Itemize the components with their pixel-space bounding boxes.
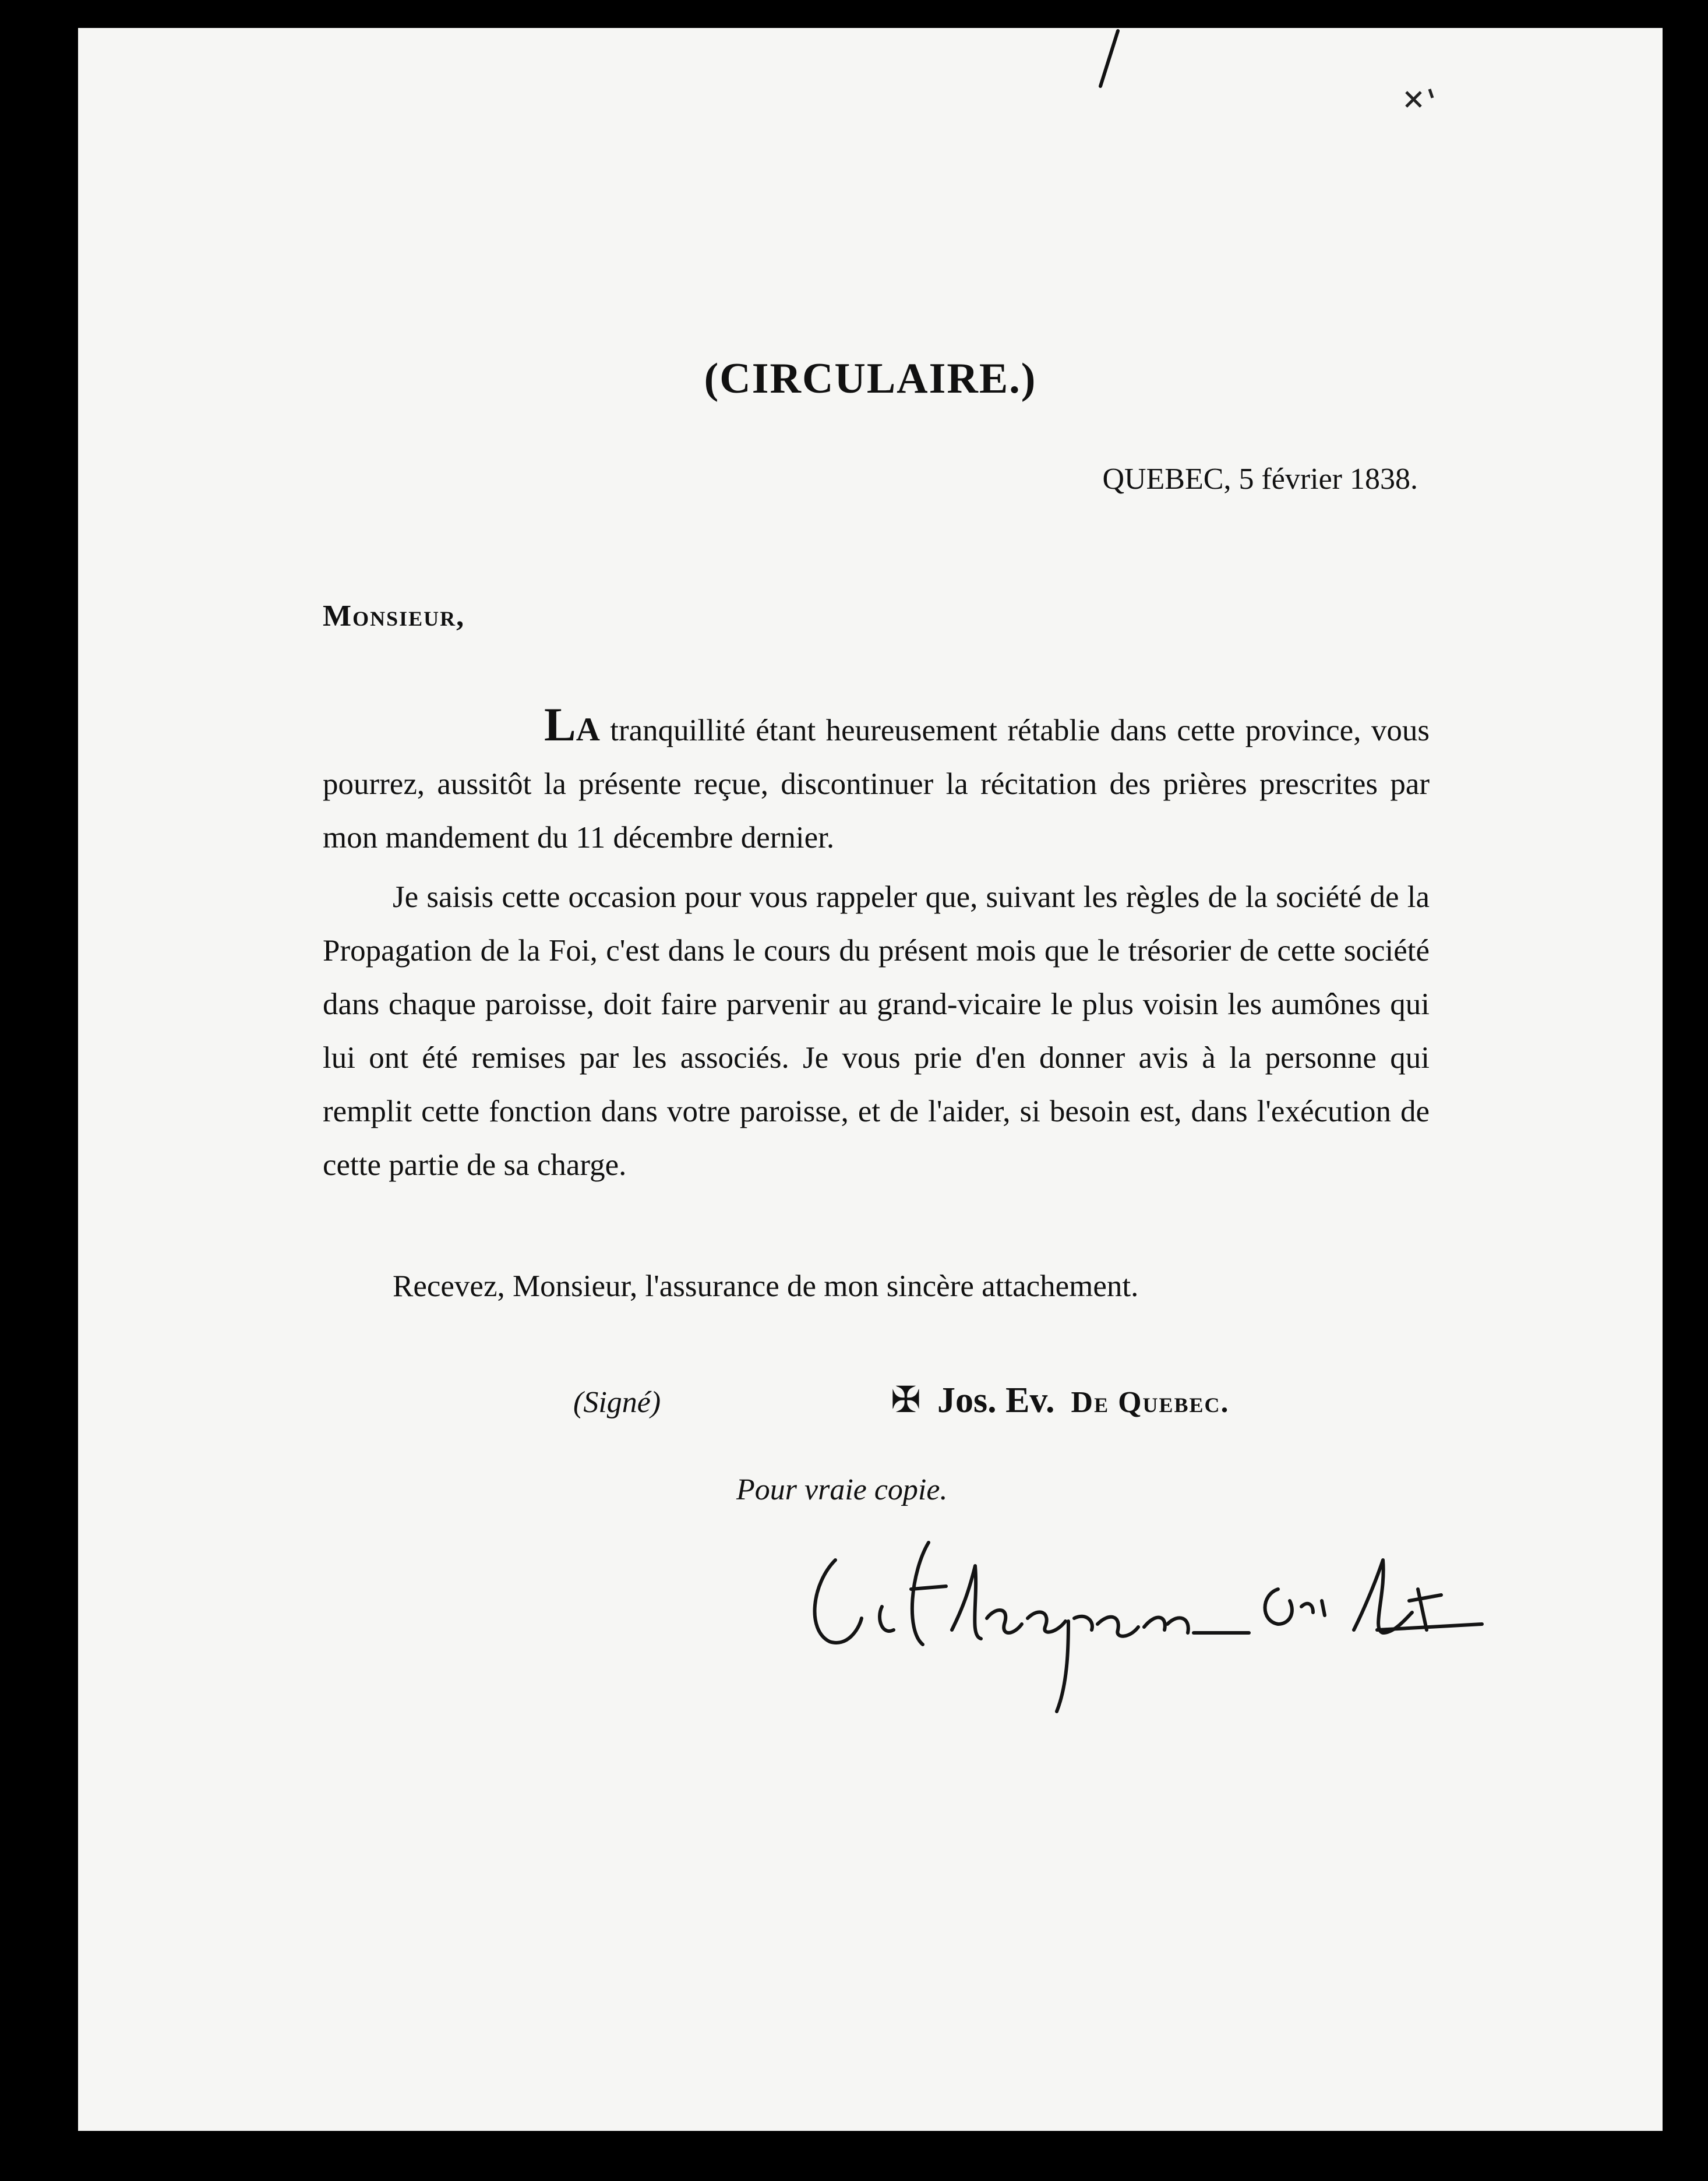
letter-body: [323, 698, 1430, 1192]
signer-block: [891, 1378, 1230, 1421]
paragraph-2: Je saisis cette occasion pour vous rappeler que, suivant les règles de la société de la Propagation de la Foi, c'est dans le cours du présent mois que le trésorier de cette société dans chaque paroisse, doit faire parvenir au grand-vicaire le plus voisin les aumônes qui lui ont été remises par les associés. Je vous prie d'en donner avis à la personne qui remplit cette fonction dans votre paroisse, et de l'aider, si besoin est, dans l'exécution de cette partie de sa charge.: [323, 880, 1430, 1182]
document-title: (CIRCULAIRE.): [704, 355, 1037, 403]
handwritten-signature: [795, 1519, 1494, 1729]
paragraph-1: [323, 698, 1430, 864]
drop-cap: La: [544, 698, 600, 751]
document-page: [78, 28, 1663, 2131]
signer-name: Jos. Ev.: [937, 1381, 1055, 1420]
salutation: Monsieur,: [323, 599, 465, 633]
copy-note: Pour vraie copie.: [736, 1473, 948, 1506]
dateline: QUEBEC, 5 février 1838.: [1102, 463, 1418, 496]
cross-icon: ✠: [891, 1381, 921, 1420]
signer-see: De Quebec.: [1071, 1386, 1230, 1419]
pen-mark-corner: [1400, 80, 1447, 115]
pen-mark-top: [1092, 28, 1127, 92]
closing-line: Recevez, Monsieur, l'assurance de mon sincère attachement.: [393, 1269, 1139, 1303]
paragraph-1-text: tranquillité étant heureusement rétablie dans cette province, vous pourrez, aussitôt la présente reçue, discontinuer la récitation des prières prescrites par mon mandement du 11 décembre dernier.: [323, 714, 1430, 855]
signed-label: (Signé): [573, 1386, 661, 1419]
